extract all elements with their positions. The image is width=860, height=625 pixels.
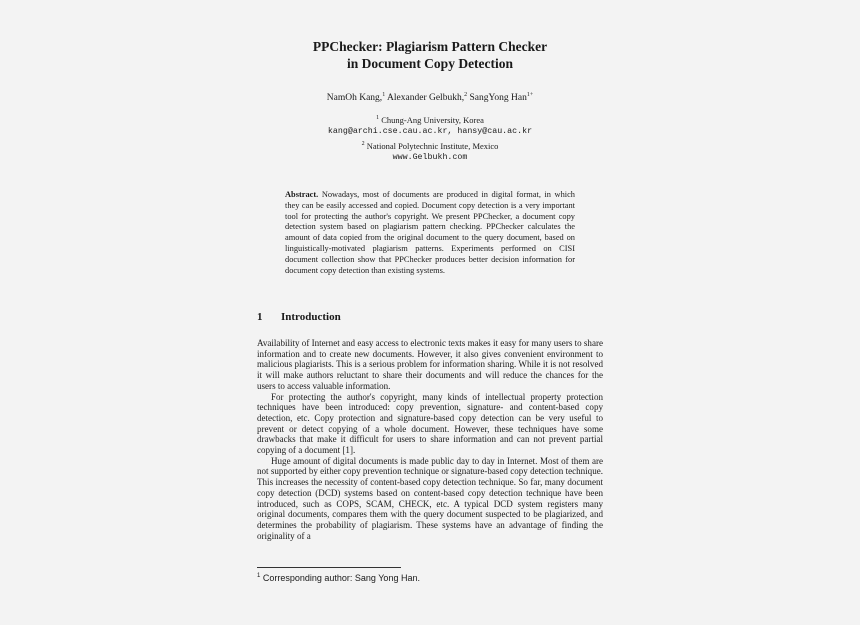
footnote (257, 573, 420, 583)
section-heading (257, 311, 341, 323)
affiliation-1-email: kang@archi.cse.cau.ac.kr, hansy@cau.ac.kr (327, 127, 533, 136)
paragraph-3: Huge amount of digital documents is made public day to day in Internet. Most of them are not supported by either copy prevention technique or signature-based copy detection technique. This increases the necessity of content-based copy detection technique. So far, many document copy detection (DCD) systems based on content-based copy detection technique have been introduced, such as COPS, SCAM, CHECK, etc. A typical DCD system registers many original documents, compares them with the query document suspected to be plagiarized, and determines the probability of plagiarism. These systems have an advantage of finding the originality of a (257, 455, 603, 541)
author-1-affil-mark: 1 (382, 91, 386, 98)
body-text (257, 338, 603, 541)
footnote-rule (257, 567, 401, 568)
author-3: SangYong Han (467, 93, 527, 103)
author-2-affil-mark: 2 (464, 91, 468, 98)
affiliation-2-website: www.Gelbukh.com (392, 153, 468, 162)
paper-title (0, 38, 860, 72)
abstract-text: Nowadays, most of documents are produced in digital format, in which they can be easily accessed and copied. Document copy detection is a very important tool for protecting the author's copyright. We present PPChecker, a document copy detection system based on plagiarism pattern checking. PPChecker calculates the amount of data copied from the original document to the query document, based on linguistically-motivated plagiarism patterns. Experiments performed on CISI document collection show that PPChecker produces better decision information for document copy detection than existing systems. (285, 190, 575, 275)
title-line-2: in Document Copy Detection (346, 56, 514, 71)
paragraph-2: For protecting the author's copyright, many kinds of intellectual property protection techniques have been introduced: copy prevention, signature- and content-based copy detection, etc. Copy protection and signature-based copy detection can be very useful to prevent or detect copying of a whole document. However, these techniques have some drawbacks that make it difficult for users to share information and can not prevent partial copying of a document [1]. (257, 391, 603, 456)
author-3-affil-mark: 1+ (526, 91, 534, 98)
affiliation-2-name: National Polytechnic Institute, Mexico (366, 141, 499, 151)
footnote-text: Corresponding author: Sang Yong Han. (260, 573, 420, 583)
paragraph-1: Availability of Internet and easy access to electronic texts makes it easy for many users to share information and to create new documents. However, it also gives convenient environment to malicious plagiarists. This is a serious problem for information sharing. While it is not resolved it will make authors reluctant to share their documents and will reduce the chances for the users to access valuable information. (257, 338, 604, 391)
author-2: Alexander Gelbukh, (385, 93, 465, 103)
author-1: NamOh Kang, (326, 93, 383, 103)
affiliation-2 (0, 141, 860, 163)
author-list (0, 93, 860, 103)
abstract-label: Abstract. (285, 190, 319, 199)
affiliation-1-mark: 1 (376, 115, 380, 122)
abstract (285, 190, 575, 276)
affiliation-1 (0, 115, 860, 137)
affiliation-1-name: Chung-Ang University, Korea (381, 115, 484, 125)
section-number: 1 (257, 311, 263, 323)
section-title: Introduction (281, 311, 341, 323)
footnote-mark: 1 (257, 573, 261, 579)
affiliation-2-mark: 2 (361, 141, 365, 148)
title-line-1: PPChecker: Plagiarism Pattern Checker (312, 39, 548, 54)
